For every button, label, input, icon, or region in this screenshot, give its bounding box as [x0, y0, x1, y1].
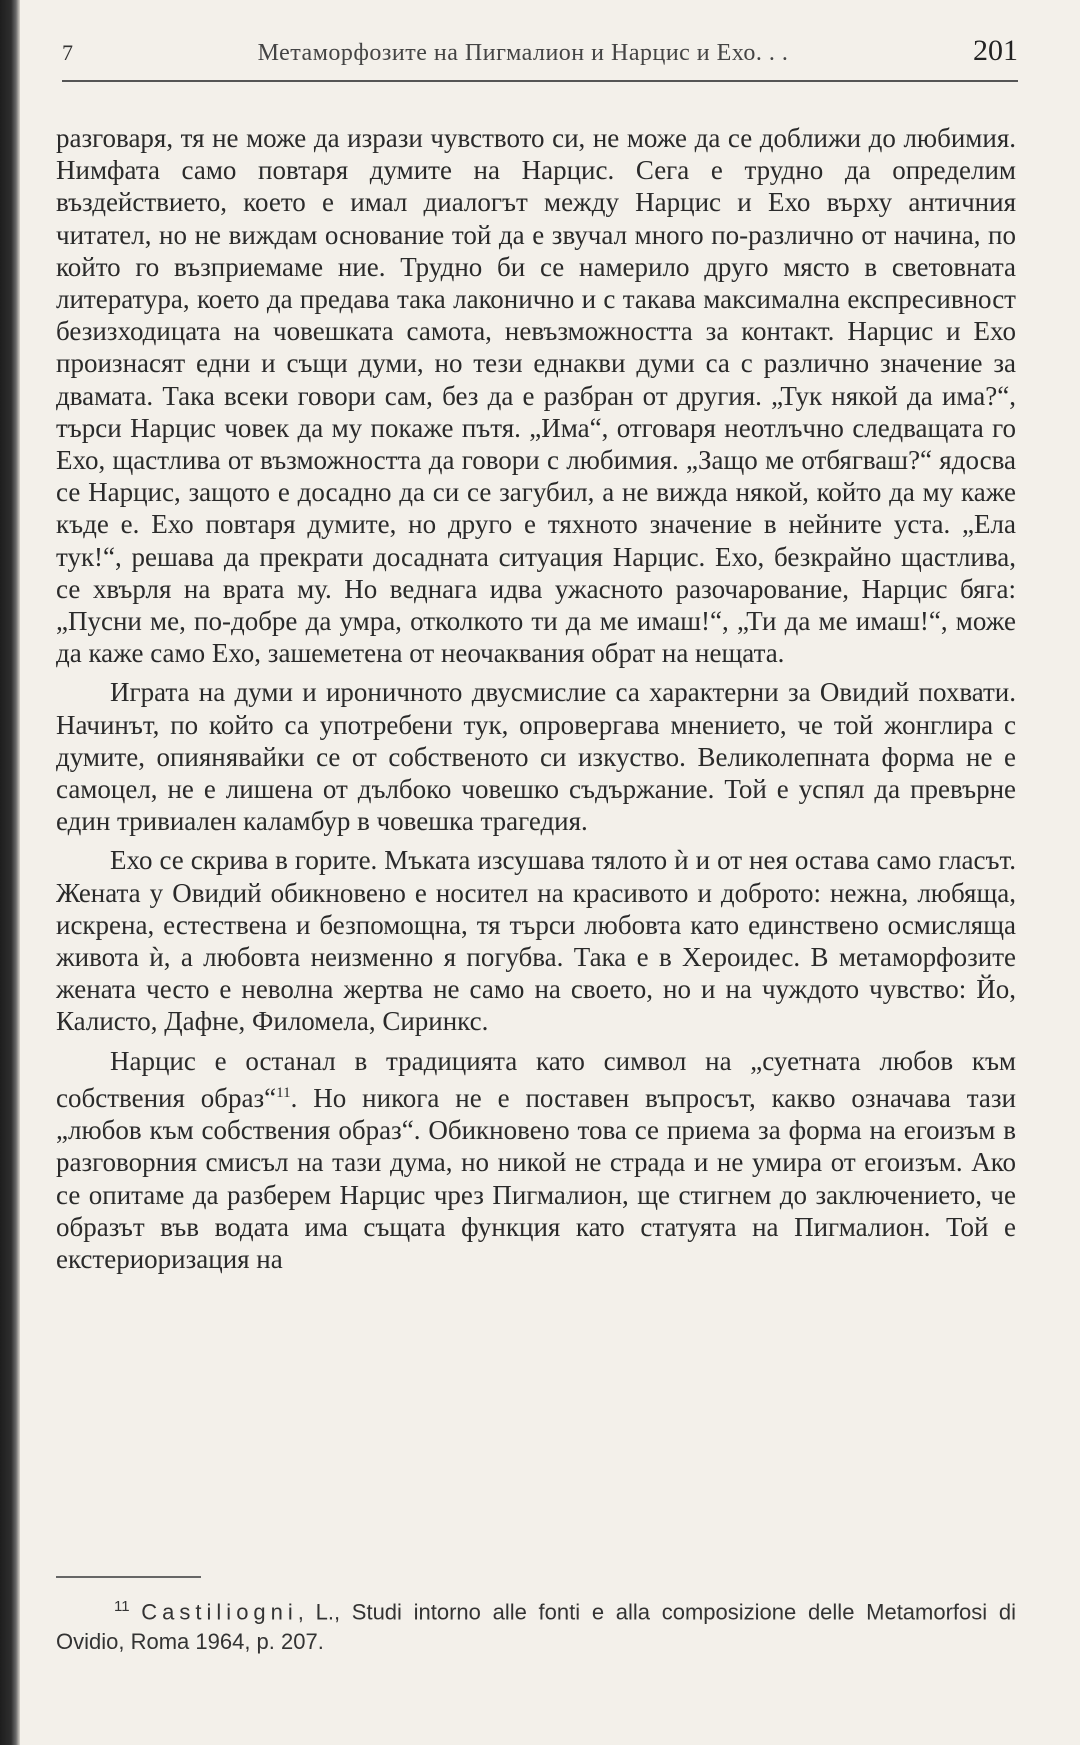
paragraph: Играта на думи и ироничното двусмислие са характерни за Овидий похвати. Начинът, по който са употребени тук, опровергава мнението, че той жонглира с думите, опиянявайки се от собственото си изкуство. Великолепната форма не е самоцел, не е лишена от дълбоко човешко съдържание. Той е успял да превърне един тривиален каламбур в човешка трагедия. [56, 677, 1016, 837]
footnote-reference[interactable]: 11 [276, 1084, 291, 1101]
page-number: 201 [972, 34, 1018, 67]
signature-mark: 7 [62, 40, 73, 65]
body-text [56, 122, 1016, 1282]
book-binding-edge [0, 0, 20, 1745]
running-head [62, 34, 1018, 76]
paragraph: разговаря, тя не може да изрази чувството си, не може да се доближи до любимия. Нимфата само повтаря думите на Нарцис. Сега е трудно да определим въздействието, което е имал диалогът между Нарцис и Ехо върху античния читател, но не виждам основание той да е звучал много по-различно от начина, по който го възприемаме ние. Трудно би се намерило друго място в световната литература, което да предава така лаконично и с такава максимална експресивност безизходицата на човешката самота, невъзможността за контакт. Нарцис и Ехо произнасят едни и същи думи, но тези еднакви думи са с различно значение за двамата. Така всеки говори сам, без да е разбран от другия. „Тук някой да има?“, търси Нарцис човек да му покаже пътя. „Има“, отговаря неотлъчно следващата го Ехо, щастлива от възможността да говори с любимия. „Защо ме отбягваш?“ ядосва се Нарцис, защото е досадно да си се загубил, а не вижда някой, който да му каже къде е. Ехо повтаря думите, но друго е тяхното значение в нейните уста. „Ела тук!“, решава да прекрати досадната ситуация Нарцис. Ехо, безкрайно щастлива, се хвърля на врата му. Но веднага идва ужасното разочарование, Нарцис бяга: „Пусни ме, по-добре да умра, отколкото ти да ме имаш!“, „Ти да ме имаш!“, може да каже само Ехо, зашеметена от неочаквания обрат на нещата. [56, 123, 1016, 669]
footnote-text: , L., Studi intorno alle fonti e alla composizione delle Metamorfosi di Ovidio, Roma 1964, p. 207. [56, 1599, 1016, 1655]
paragraph-text: . Но никога не е поставен въпросът, какво означава тази „любов към собствения образ“. Обикновено това се приема за форма на егоизъм в разговорния смисъл на тази дума, но никой не страда и не умира от егоизъм. Ако се опитаме да разберем Нарцис чрез Пигмалион, ще стигнем до заключението, че образът във водата има същата функция като статуята на Пигмалион. Той е екстериоризация на [56, 1082, 1016, 1274]
book-page [20, 0, 1080, 1745]
footnote [56, 1592, 1016, 1657]
paragraph-text: Нарцис е останал в традицията като символ на „суетната любов към собствения образ“ [56, 1045, 1016, 1113]
footnote-number: 11 [114, 1598, 130, 1615]
footnote-author: Castiliogni [141, 1599, 298, 1625]
paragraph [56, 1045, 1016, 1275]
paragraph: Ехо се скрива в горите. Мъката изсушава тялото ѝ и от нея остава само гласът. Жената у Овидий обикновено е носител на красивото и доброто: нежна, любяща, искрена, естествена и безпомощна, тя търси любовта като единствено осмисляща живота ѝ, а любовта неизменно я погубва. Така е в Хероидес. В метаморфозите жената често е неволна жертва не само на своето, но и на чуждото чувство: Йо, Калисто, Дафне, Филомела, Сиринкс. [56, 845, 1016, 1037]
running-title: Метаморфозите на Пигмалион и Нарцис и Ехо. . . [257, 40, 789, 66]
footnote-rule [56, 1576, 201, 1578]
header-rule [62, 80, 1018, 82]
